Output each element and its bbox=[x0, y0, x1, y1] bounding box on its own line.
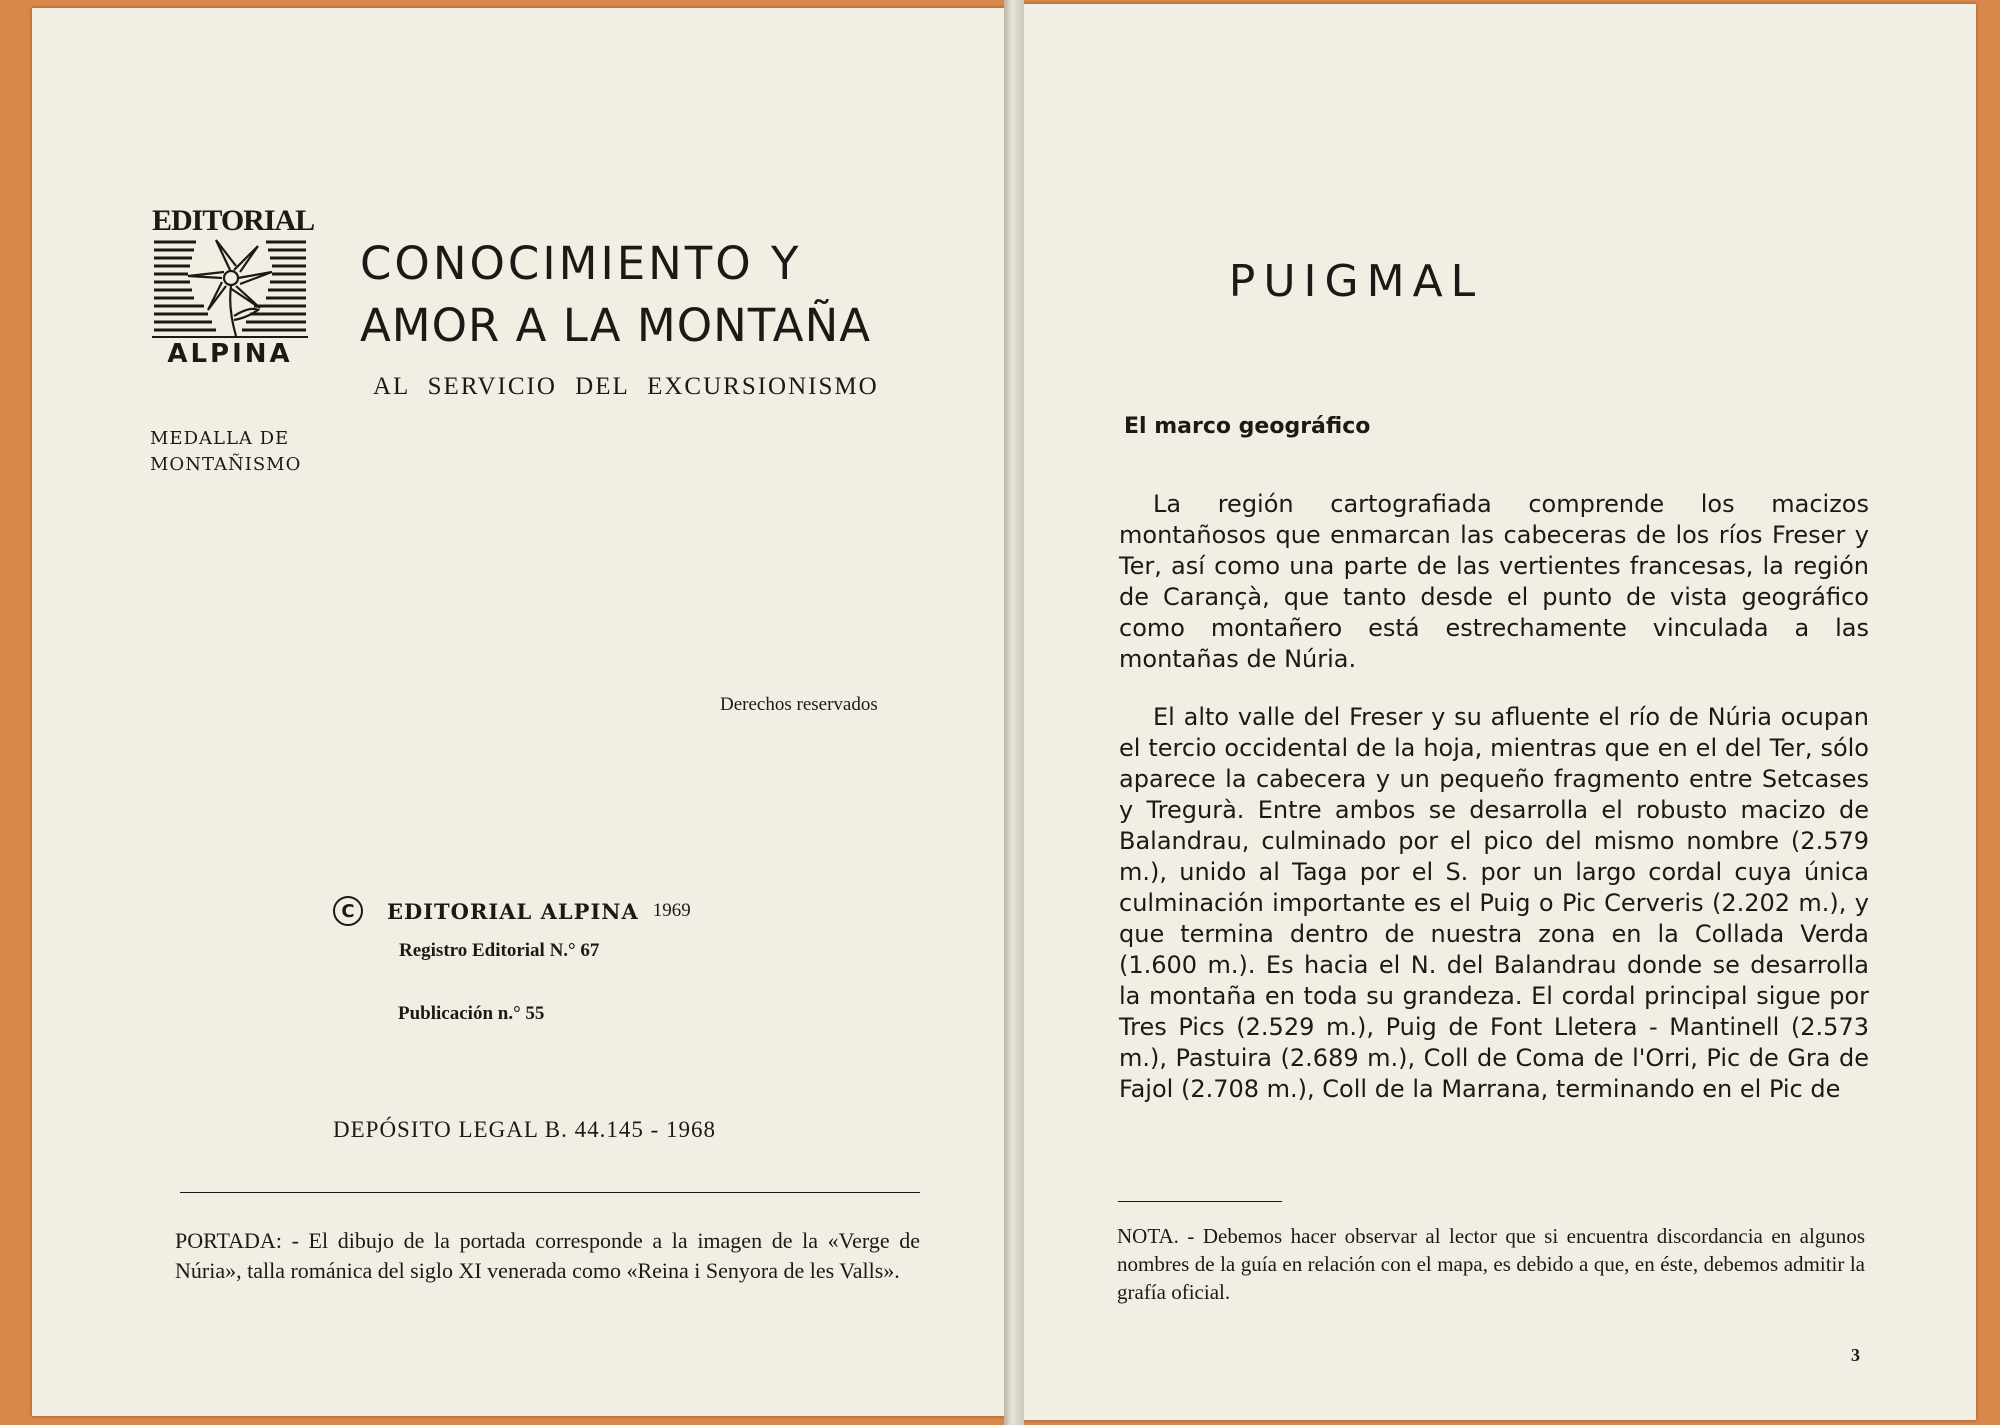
edelweiss-icon bbox=[154, 236, 306, 336]
publisher-year: 1969 bbox=[652, 900, 691, 921]
body-paragraph: La región cartografiada comprende los macizos montañosos que enmarcan las cabeceras de los ríos Freser y Ter, así como una parte de las vertientes francesas, la región de Carançà, que tanto desde el punto de vista geográfico como montañero está estrechamente vinculada a las montañas de Núria. bbox=[1119, 490, 1869, 673]
medal-line: MONTAÑISMO bbox=[150, 454, 302, 475]
book-gutter bbox=[1004, 0, 1024, 1425]
logo-bottom-text: ALPINA bbox=[152, 336, 308, 370]
editorial-alpina-logo bbox=[152, 204, 315, 370]
footnote-divider bbox=[180, 1192, 920, 1193]
copyright-row bbox=[333, 893, 691, 929]
page-title: PUIGMAL bbox=[1228, 256, 1484, 307]
copyright-icon: C bbox=[333, 896, 363, 926]
registry-number: Registro Editorial N.° 67 bbox=[399, 940, 600, 961]
rights-notice: Derechos reservados bbox=[720, 694, 878, 715]
body-paragraph: El alto valle del Freser y su afluente el río de Núria ocupan el tercio occidental de la hoja, mientras que en el del Ter, sólo aparece la cabecera y un pequeño fragmento entre Setcases y Tregurà. Entre ambos se desarrolla el robusto macizo de Balandrau, culminado por el pico del mismo nombre (2.579 m.), unido al Taga por el S. por un largo cordal cuya única culminación importante es el Puig o Pic Cerveris (2.202 m.), y que termina dentro de nuestra zona en la Collada Verda (1.600 m.). Es hacia el N. del Balandrau donde se desarrolla la montaña en toda su grandeza. El cordal principal sigue por Tres Pics (2.529 m.), Puig de Font Lletera - Mantinell (2.573 m.), Pastuira (2.689 m.), Coll de Coma de l'Orri, Pic de Gra de Fajol (2.708 m.), Coll de la Marrana, terminando en el Pic de bbox=[1119, 703, 1869, 1103]
medal-line: MEDALLA DE bbox=[150, 428, 290, 449]
motto-line-2: AMOR A LA MONTAÑA bbox=[360, 299, 872, 352]
publication-number: Publicación n.° 55 bbox=[398, 1003, 545, 1024]
copyright-block bbox=[333, 893, 691, 929]
footnote-divider bbox=[1118, 1201, 1282, 1202]
cover-note: PORTADA: - El dibujo de la portada corresponde a la imagen de la «Verge de Núria», talla románica del siglo XI venerada como «Reina i Senyora de les Valls». bbox=[175, 1228, 920, 1283]
footnote-note: NOTA. - Debemos hacer observar al lector que si encuentra discordancia en algunos nombres de la guía en relación con el mapa, es debido a que, en éste, debemos admitir la grafía oficial. bbox=[1117, 1224, 1865, 1304]
section-heading: El marco geográfico bbox=[1124, 414, 1371, 439]
motto-line-3: AL SERVICIO DEL EXCURSIONISMO bbox=[373, 373, 879, 400]
medal-caption bbox=[150, 426, 320, 478]
legal-deposit: DEPÓSITO LEGAL B. 44.145 - 1968 bbox=[333, 1117, 717, 1142]
logo-top-text: EDITORIAL bbox=[152, 204, 315, 237]
page-number: 3 bbox=[1851, 1345, 1860, 1365]
publisher-name: EDITORIAL ALPINA bbox=[387, 898, 639, 924]
motto-line-1: CONOCIMIENTO Y bbox=[360, 237, 802, 290]
